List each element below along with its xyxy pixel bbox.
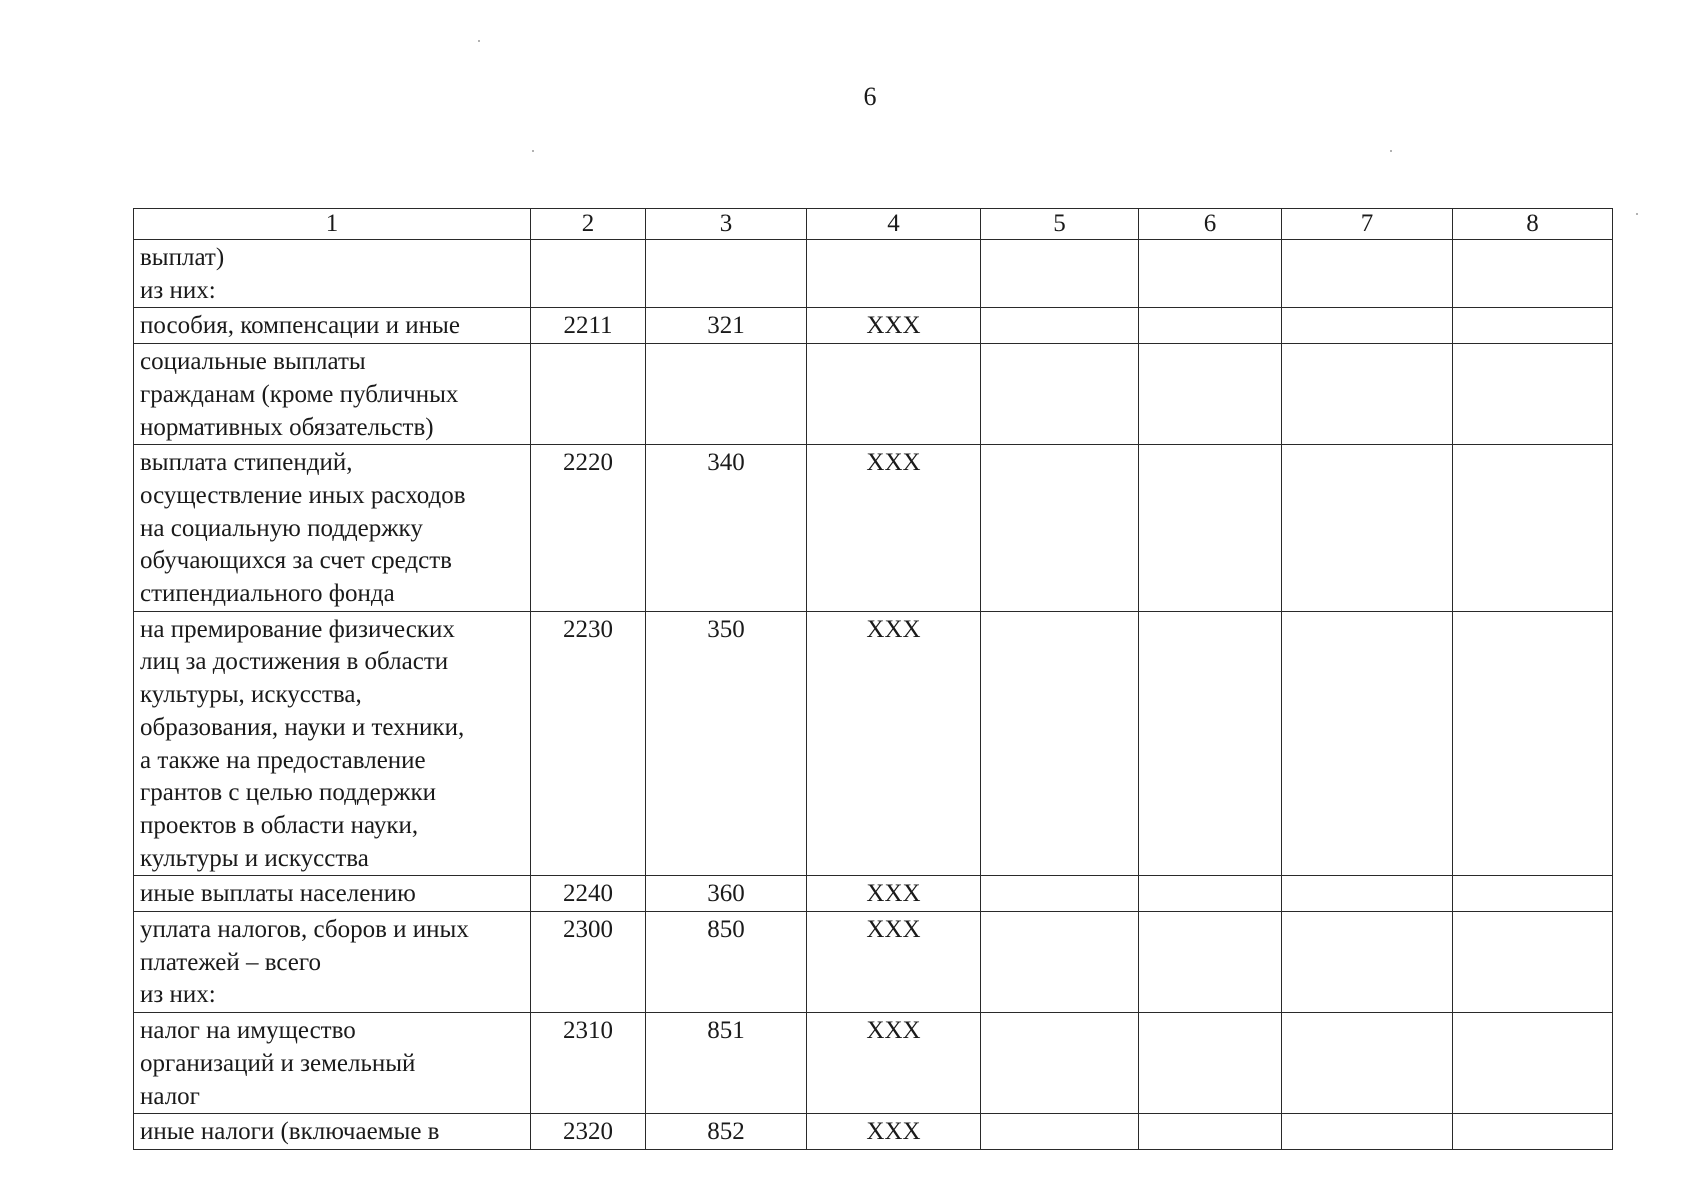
column-number-cell: 3 xyxy=(646,209,807,240)
column-7-cell xyxy=(1282,308,1453,344)
column-7-cell xyxy=(1282,876,1453,912)
column-5-cell xyxy=(981,611,1139,876)
column-4-cell: ХХХ xyxy=(807,876,981,912)
column-number-cell: 8 xyxy=(1453,209,1613,240)
classification-code-cell xyxy=(646,344,807,445)
column-4-cell: ХХХ xyxy=(807,1114,981,1150)
classification-code-cell: 340 xyxy=(646,445,807,612)
column-number-cell: 5 xyxy=(981,209,1139,240)
column-4-cell xyxy=(807,240,981,308)
column-6-cell xyxy=(1139,240,1282,308)
column-6-cell xyxy=(1139,445,1282,612)
indicator-name-cell: выплат) из них: xyxy=(134,240,531,308)
scan-speck xyxy=(532,150,534,152)
indicator-name-cell: иные выплаты населению xyxy=(134,876,531,912)
column-8-cell xyxy=(1453,611,1613,876)
line-code-cell: 2230 xyxy=(531,611,646,876)
column-6-cell xyxy=(1139,308,1282,344)
table-row xyxy=(134,912,1613,1013)
classification-code-cell xyxy=(646,240,807,308)
indicator-name-cell: на премирование физических лиц за достижения в области культуры, искусства, образования, науки и техники, а также на предоставление грантов с целью поддержки проектов в области науки, культуры и искусства xyxy=(134,611,531,876)
column-5-cell xyxy=(981,445,1139,612)
column-8-cell xyxy=(1453,344,1613,445)
column-4-cell: ХХХ xyxy=(807,912,981,1013)
column-4-cell: ХХХ xyxy=(807,445,981,612)
scan-speck xyxy=(1636,213,1638,215)
classification-code-cell: 850 xyxy=(646,912,807,1013)
line-code-cell: 2300 xyxy=(531,912,646,1013)
table-row xyxy=(134,1114,1613,1150)
classification-code-cell: 852 xyxy=(646,1114,807,1150)
column-5-cell xyxy=(981,1013,1139,1114)
indicator-name-cell: выплата стипендий, осуществление иных расходов на социальную поддержку обучающихся за счет средств стипендиального фонда xyxy=(134,445,531,612)
scan-speck xyxy=(478,40,480,42)
column-number-cell: 1 xyxy=(134,209,531,240)
indicator-name-cell: налог на имущество организаций и земельный налог xyxy=(134,1013,531,1114)
column-7-cell xyxy=(1282,445,1453,612)
indicator-name-cell: уплата налогов, сборов и иных платежей – всего из них: xyxy=(134,912,531,1013)
column-7-cell xyxy=(1282,912,1453,1013)
table-row xyxy=(134,1013,1613,1114)
column-8-cell xyxy=(1453,308,1613,344)
classification-code-cell: 851 xyxy=(646,1013,807,1114)
column-8-cell xyxy=(1453,445,1613,612)
column-6-cell xyxy=(1139,611,1282,876)
table-row xyxy=(134,611,1613,876)
table-row xyxy=(134,445,1613,612)
column-7-cell xyxy=(1282,611,1453,876)
column-8-cell xyxy=(1453,876,1613,912)
column-5-cell xyxy=(981,240,1139,308)
column-7-cell xyxy=(1282,1114,1453,1150)
classification-code-cell: 350 xyxy=(646,611,807,876)
table-row xyxy=(134,876,1613,912)
financial-plan-table xyxy=(133,208,1613,1150)
line-code-cell: 2220 xyxy=(531,445,646,612)
column-6-cell xyxy=(1139,876,1282,912)
classification-code-cell: 360 xyxy=(646,876,807,912)
column-4-cell: ХХХ xyxy=(807,1013,981,1114)
line-code-cell: 2211 xyxy=(531,308,646,344)
column-8-cell xyxy=(1453,240,1613,308)
column-number-cell: 6 xyxy=(1139,209,1282,240)
column-6-cell xyxy=(1139,1114,1282,1150)
column-number-row xyxy=(134,209,1613,240)
column-4-cell: ХХХ xyxy=(807,308,981,344)
column-number-cell: 4 xyxy=(807,209,981,240)
column-8-cell xyxy=(1453,1114,1613,1150)
table-row xyxy=(134,240,1613,308)
column-5-cell xyxy=(981,876,1139,912)
column-8-cell xyxy=(1453,1013,1613,1114)
column-5-cell xyxy=(981,1114,1139,1150)
column-4-cell: ХХХ xyxy=(807,611,981,876)
column-6-cell xyxy=(1139,1013,1282,1114)
line-code-cell xyxy=(531,344,646,445)
column-6-cell xyxy=(1139,344,1282,445)
indicator-name-cell: пособия, компенсации и иные xyxy=(134,308,531,344)
indicator-name-cell: социальные выплаты гражданам (кроме публичных нормативных обязательств) xyxy=(134,344,531,445)
line-code-cell: 2310 xyxy=(531,1013,646,1114)
column-7-cell xyxy=(1282,1013,1453,1114)
column-5-cell xyxy=(981,308,1139,344)
page-number: 6 xyxy=(863,82,877,111)
table-row xyxy=(134,344,1613,445)
line-code-cell: 2320 xyxy=(531,1114,646,1150)
classification-code-cell: 321 xyxy=(646,308,807,344)
column-5-cell xyxy=(981,344,1139,445)
column-6-cell xyxy=(1139,912,1282,1013)
indicator-name-cell: иные налоги (включаемые в xyxy=(134,1114,531,1150)
table-row xyxy=(134,308,1613,344)
column-7-cell xyxy=(1282,240,1453,308)
scan-speck xyxy=(1390,150,1392,152)
line-code-cell xyxy=(531,240,646,308)
column-7-cell xyxy=(1282,344,1453,445)
line-code-cell: 2240 xyxy=(531,876,646,912)
column-number-cell: 7 xyxy=(1282,209,1453,240)
column-4-cell xyxy=(807,344,981,445)
column-5-cell xyxy=(981,912,1139,1013)
column-8-cell xyxy=(1453,912,1613,1013)
column-number-cell: 2 xyxy=(531,209,646,240)
